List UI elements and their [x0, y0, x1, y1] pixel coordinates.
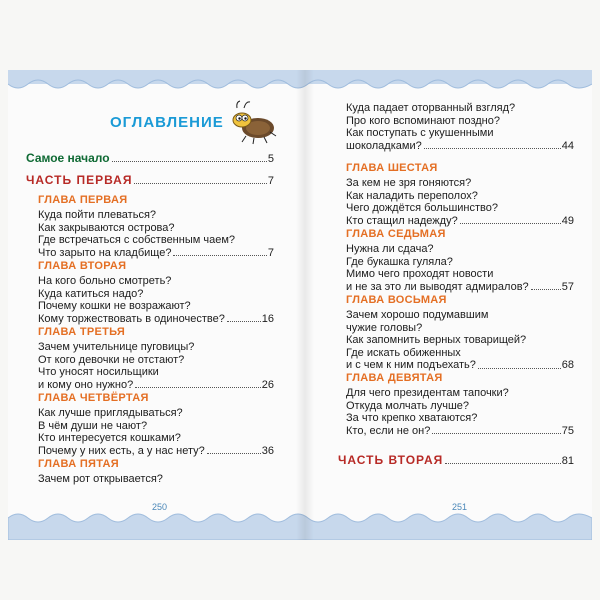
toc-item: Где искать обиженных — [346, 346, 461, 359]
page-number-left: 250 — [152, 502, 168, 512]
toc-item: В чём души не чают? — [38, 419, 148, 432]
toc-item: Как поступать с укушенными — [346, 127, 494, 140]
toc-item: Зачем хорошо подумавшим — [346, 309, 489, 321]
toc-item: Куда пойти плеваться? — [38, 209, 157, 221]
chapter-1-entries — [38, 209, 274, 259]
toc-item: и с чем к ним подъехать? 68 — [346, 359, 574, 372]
toc-entry-start: Самое начало 5 — [26, 150, 274, 165]
toc-title: ОГЛАВЛЕНИЕ — [110, 114, 224, 131]
toc-item: На кого больно смотреть? — [38, 275, 172, 287]
chapter-8-title: ГЛАВА ВОСЬМАЯ — [346, 294, 447, 306]
chapter-6-title: ГЛАВА ШЕСТАЯ — [346, 162, 438, 174]
toc-item: За что крепко хватаются? — [346, 412, 478, 425]
chapter-4-entries — [38, 407, 274, 457]
right-page — [308, 70, 592, 540]
toc-item: Что зарыто на кладбище? 7 — [38, 246, 274, 259]
toc-item: Для чего президентам тапочки? — [346, 387, 509, 399]
toc-item: Как закрываются острова? — [38, 221, 175, 234]
toc-item: и не за это ли выводят адмиралов? 57 — [346, 280, 574, 293]
toc-item: чужие головы? — [346, 321, 423, 334]
toc-item: и кому оно нужно? 26 — [38, 378, 274, 391]
toc-item: Кто стащил надежду? 49 — [346, 214, 574, 227]
toc-item: Зачем рот открывается? — [38, 473, 163, 485]
toc-item: Что уносят носильщики — [38, 366, 159, 379]
toc-part-two: ЧАСТЬ ВТОРАЯ 81 — [338, 452, 574, 467]
chapter-4-title: ГЛАВА ЧЕТВЁРТАЯ — [38, 392, 149, 404]
left-page — [8, 70, 298, 540]
chapter-6-entries — [346, 177, 574, 227]
chapter-7-title: ГЛАВА СЕДЬМАЯ — [346, 228, 446, 240]
toc-item: Кто, если не он? 75 — [346, 424, 574, 437]
toc-item: Как лучше приглядываться? — [38, 407, 183, 419]
toc-item: шоколадками? 44 — [346, 139, 574, 152]
page-number-right: 251 — [452, 502, 468, 512]
toc-item: Откуда молчать лучше? — [346, 399, 470, 412]
chapter-2-entries — [38, 275, 274, 325]
toc-item: Куда катиться надо? — [38, 287, 144, 300]
toc-item: Про кого вспоминают поздно? — [346, 114, 500, 127]
chapter-9-title: ГЛАВА ДЕВЯТАЯ — [346, 372, 443, 384]
chapter-2-title: ГЛАВА ВТОРАЯ — [38, 260, 127, 272]
toc-item: Почему кошки не возражают? — [38, 300, 191, 313]
chapter-7-entries — [346, 243, 574, 293]
chapter-1-title: ГЛАВА ПЕРВАЯ — [38, 194, 128, 206]
chapter-5-continued-entries — [346, 102, 574, 152]
toc-item: Как наладить переполох? — [346, 189, 478, 202]
chapter-3-entries — [38, 341, 274, 391]
toc-item: Чего дождётся большинство? — [346, 202, 498, 215]
toc-item: Зачем учительнице пуговицы? — [38, 341, 195, 353]
toc-item: Куда падает оторванный взгляд? — [346, 102, 516, 114]
toc-part-one: ЧАСТЬ ПЕРВАЯ 7 — [26, 172, 274, 187]
toc-item: Кому торжествовать в одиночестве? 16 — [38, 312, 274, 325]
toc-item: За кем не зря гоняются? — [346, 177, 472, 189]
bug-illustration — [222, 98, 282, 146]
toc-item: Кто интересуется кошками? — [38, 432, 181, 445]
toc-item: Как запомнить верных товарищей? — [346, 334, 527, 347]
book-spread — [8, 70, 592, 540]
toc-item: Мимо чего проходят новости — [346, 268, 494, 281]
chapter-8-entries — [346, 309, 574, 372]
toc-item: Почему у них есть, а у нас нету? 36 — [38, 444, 274, 457]
toc-item: Нужна ли сдача? — [346, 243, 434, 255]
chapter-5-title: ГЛАВА ПЯТАЯ — [38, 458, 120, 470]
chapter-3-title: ГЛАВА ТРЕТЬЯ — [38, 326, 126, 338]
chapter-9-entries — [346, 387, 574, 437]
toc-item: От кого девочки не отстают? — [38, 353, 185, 366]
chapter-5-entries — [38, 473, 274, 486]
toc-item: Где встречаться с собственным чаем? — [38, 234, 236, 247]
toc-item: Где букашка гуляла? — [346, 255, 453, 268]
